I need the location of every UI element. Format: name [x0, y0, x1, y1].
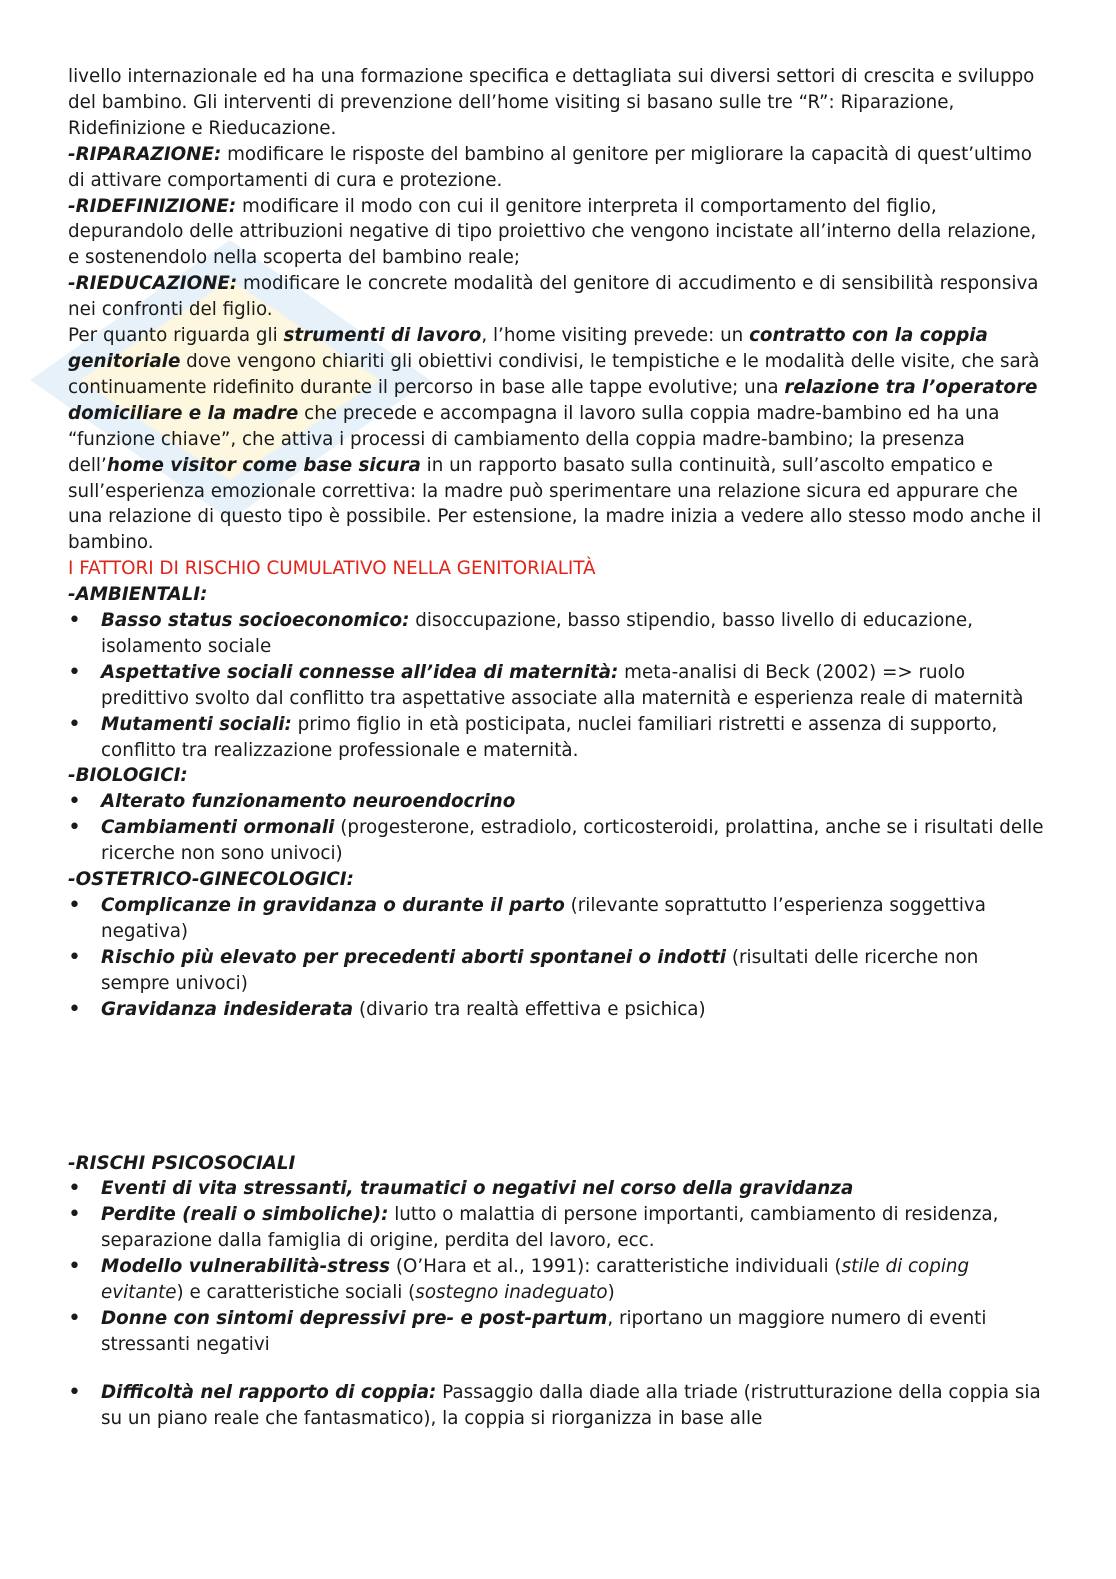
- section-heading: I FATTORI DI RISCHIO CUMULATIVO NELLA GENITORIALITÀ: [68, 558, 596, 580]
- list-item: • Alterato funzionamento neuroendocrino: [68, 789, 1048, 815]
- list-psicosociali-cont: [68, 1380, 1048, 1432]
- heading-psicosociali: -RISCHI PSICOSOCIALI: [68, 1152, 296, 1174]
- paragraph-intro: livello internazionale ed ha una formazione specifica e dettagliata sui diversi settori di crescita e sviluppo del bambino. Gli interventi di prevenzione dell’home visiting si basano sulle tre “R”: Riparazione, Ridefinizione e Rieducazione.: [68, 66, 1035, 139]
- list-ostetrico: [68, 893, 1048, 1023]
- list-item: • Eventi di vita stressanti, traumatici o negativi nel corso della gravidanza: [68, 1176, 1048, 1202]
- list-item: • Rischio più elevato per precedenti aborti spontanei o indotti (risultati delle ricerche non sempre univoci): [68, 945, 1048, 997]
- heading-biologici: -BIOLOGICI:: [68, 765, 188, 787]
- list-item: • Aspettative sociali connesse all’idea di maternità: meta-analisi di Beck (2002) => ruolo predittivo svolto dal conflitto tra aspettative associate alla maternità e esperienza reale di maternità: [68, 660, 1048, 712]
- list-item: • Gravidanza indesiderata (divario tra realtà effettiva e psichica): [68, 997, 1048, 1023]
- paragraph-rieducazione: -RIEDUCAZIONE: modificare le concrete modalità del genitore di accudimento e di sensibilità responsiva nei confronti del figlio.: [68, 273, 1039, 321]
- paragraph-riparazione: -RIPARAZIONE: modificare le risposte del bambino al genitore per migliorare la capacità di quest’ultimo di attivare comportamenti di cura e protezione.: [68, 143, 1032, 191]
- list-item: • Basso status socioeconomico: disoccupazione, basso stipendio, basso livello di educazione, isolamento sociale: [68, 608, 1048, 660]
- paragraph-ridefinizione: -RIDEFINIZIONE: modificare il modo con cui il genitore interpreta il comportamento del figlio, depurandolo delle attribuzioni negative di tipo proiettivo che vengono incistate all’interno della relazione, e sostenendolo nella scoperta del bambino reale;: [68, 195, 1037, 269]
- list-item: • Mutamenti sociali: primo figlio in età posticipata, nuclei familiari ristretti e assenza di supporto, conflitto tra realizzazione professionale e maternità.: [68, 712, 1048, 764]
- list-biologici: [68, 789, 1048, 867]
- rieducazione-label: -RIEDUCAZIONE:: [68, 273, 238, 295]
- riparazione-label: -RIPARAZIONE:: [68, 143, 222, 165]
- paragraph-strumenti: Per quanto riguarda gli strumenti di lavoro, l’home visiting prevede: un contratto con la coppia genitoriale dove vengono chiariti gli obiettivi condivisi, le tempistiche e le modalità delle visite, che sarà continuamente ridefinito durante il percorso in base alle tappe evolutive; una relazione tra l’operatore domiciliare e la madre che precede e accompagna il lavoro sulla coppia madre-bambino ed ha una “funzione chiave”, che attiva i processi di cambiamento della coppia madre-bambino; la presenza dell’home visitor come base sicura in un rapporto basato sulla continuità, sull’ascolto empatico e sull’esperienza emozionale correttiva: la madre può sperimentare una relazione sicura ed appurare che una relazione di questo tipo è possibile. Per estensione, la madre inizia a vedere allo stesso modo anche il bambino.: [68, 325, 1042, 554]
- blank-space: [68, 1358, 1048, 1380]
- blank-space: [68, 1023, 1048, 1151]
- list-item: • Perdite (reali o simboliche): lutto o malattia di persone importanti, cambiamento di residenza, separazione dalla famiglia di origine, perdita del lavoro, ecc.: [68, 1202, 1048, 1254]
- list-item: • Difficoltà nel rapporto di coppia: Passaggio dalla diade alla triade (ristrutturazione della coppia sia su un piano reale che fantasmatico), la coppia si riorganizza in base alle: [68, 1380, 1048, 1432]
- list-psicosociali: [68, 1176, 1048, 1357]
- heading-ostetrico: -OSTETRICO-GINECOLOGICI:: [68, 869, 354, 891]
- list-ambientali: [68, 608, 1048, 763]
- list-item: • Donne con sintomi depressivi pre- e post-partum, riportano un maggiore numero di eventi stressanti negativi: [68, 1306, 1048, 1358]
- list-item: • Modello vulnerabilità-stress (O’Hara et al., 1991): caratteristiche individuali (stile di coping evitante) e caratteristiche sociali (sostegno inadeguato): [68, 1254, 1048, 1306]
- heading-ambientali: -AMBIENTALI:: [68, 584, 208, 606]
- document-page: [68, 64, 1048, 1432]
- ridefinizione-label: -RIDEFINIZIONE:: [68, 195, 237, 217]
- list-item: • Complicanze in gravidanza o durante il parto (rilevante soprattutto l’esperienza soggettiva negativa): [68, 893, 1048, 945]
- list-item: • Cambiamenti ormonali (progesterone, estradiolo, corticosteroidi, prolattina, anche se i risultati delle ricerche non sono univoci): [68, 815, 1048, 867]
